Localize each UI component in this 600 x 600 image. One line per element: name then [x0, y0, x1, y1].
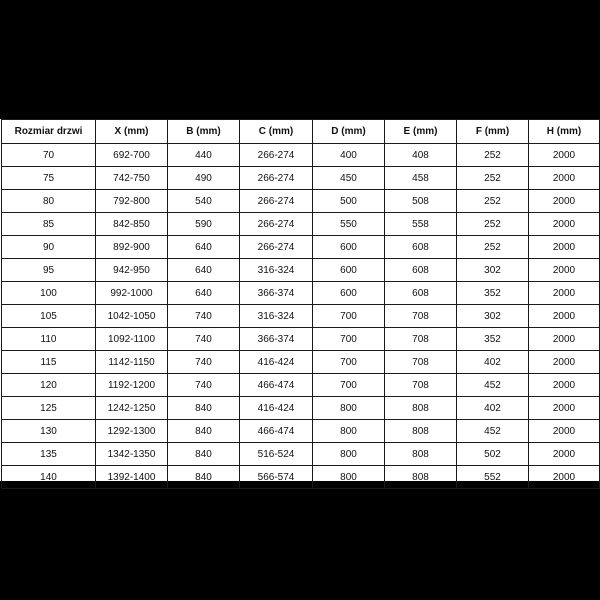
table-row	[2, 144, 600, 167]
table-cell: 402	[457, 351, 529, 374]
table-cell: 700	[313, 305, 385, 328]
table-cell: 2000	[529, 466, 600, 489]
table-cell: 708	[385, 305, 457, 328]
table-cell: 740	[168, 305, 240, 328]
table-cell: 352	[457, 282, 529, 305]
table-cell: 1042-1050	[96, 305, 168, 328]
table-cell: 800	[313, 420, 385, 443]
table-row	[2, 282, 600, 305]
table-cell: 800	[313, 466, 385, 489]
table-row	[2, 328, 600, 351]
table-cell: 75	[2, 167, 96, 190]
table-cell: 252	[457, 144, 529, 167]
table-cell: 2000	[529, 190, 600, 213]
table-cell: 2000	[529, 420, 600, 443]
table-cell: 540	[168, 190, 240, 213]
table-cell: 608	[385, 236, 457, 259]
table-cell: 516-524	[240, 443, 313, 466]
table-cell: 2000	[529, 374, 600, 397]
table-cell: 640	[168, 236, 240, 259]
table-cell: 2000	[529, 144, 600, 167]
table-cell: 800	[313, 397, 385, 420]
table-cell: 440	[168, 144, 240, 167]
table-row	[2, 397, 600, 420]
table-cell: 2000	[529, 397, 600, 420]
table-cell: 808	[385, 397, 457, 420]
table-cell: 1392-1400	[96, 466, 168, 489]
table-cell: 808	[385, 420, 457, 443]
table-cell: 120	[2, 374, 96, 397]
table-cell: 2000	[529, 167, 600, 190]
table-cell: 558	[385, 213, 457, 236]
table-body	[2, 144, 600, 489]
table-cell: 115	[2, 351, 96, 374]
table-row	[2, 420, 600, 443]
table-cell: 408	[385, 144, 457, 167]
table-cell: 85	[2, 213, 96, 236]
table-cell: 252	[457, 236, 529, 259]
table-cell: 2000	[529, 259, 600, 282]
table-cell: 608	[385, 259, 457, 282]
table-cell: 740	[168, 351, 240, 374]
table-cell: 252	[457, 167, 529, 190]
table-cell: 2000	[529, 282, 600, 305]
table-cell: 266-274	[240, 167, 313, 190]
table-cell: 1142-1150	[96, 351, 168, 374]
table-cell: 808	[385, 466, 457, 489]
table-cell: 2000	[529, 351, 600, 374]
table-cell: 316-324	[240, 259, 313, 282]
table-cell: 316-324	[240, 305, 313, 328]
table-cell: 90	[2, 236, 96, 259]
table-cell: 400	[313, 144, 385, 167]
table-cell: 100	[2, 282, 96, 305]
table-cell: 135	[2, 443, 96, 466]
table-cell: 600	[313, 259, 385, 282]
table-cell: 1242-1250	[96, 397, 168, 420]
table-cell: 140	[2, 466, 96, 489]
table-cell: 302	[457, 259, 529, 282]
column-header: Rozmiar drzwi	[2, 120, 96, 144]
table-cell: 452	[457, 374, 529, 397]
table-cell: 252	[457, 213, 529, 236]
table-cell: 502	[457, 443, 529, 466]
table-cell: 1092-1100	[96, 328, 168, 351]
header-row	[2, 120, 600, 144]
table-cell: 600	[313, 282, 385, 305]
table-cell: 95	[2, 259, 96, 282]
table-cell: 500	[313, 190, 385, 213]
table-cell: 2000	[529, 443, 600, 466]
table-cell: 105	[2, 305, 96, 328]
table-cell: 808	[385, 443, 457, 466]
table-row	[2, 466, 600, 489]
table-cell: 2000	[529, 328, 600, 351]
table-cell: 458	[385, 167, 457, 190]
table-cell: 2000	[529, 213, 600, 236]
dimensions-table	[1, 119, 600, 489]
table-cell: 266-274	[240, 144, 313, 167]
table-cell: 366-374	[240, 282, 313, 305]
table-cell: 792-800	[96, 190, 168, 213]
table-cell: 125	[2, 397, 96, 420]
table-cell: 640	[168, 282, 240, 305]
table-cell: 640	[168, 259, 240, 282]
table-cell: 608	[385, 282, 457, 305]
column-header: E (mm)	[385, 120, 457, 144]
column-header: B (mm)	[168, 120, 240, 144]
table-cell: 740	[168, 374, 240, 397]
table-header	[2, 120, 600, 144]
table-cell: 600	[313, 236, 385, 259]
column-header: X (mm)	[96, 120, 168, 144]
table-cell: 708	[385, 351, 457, 374]
table-cell: 302	[457, 305, 529, 328]
table-cell: 490	[168, 167, 240, 190]
table-cell: 452	[457, 420, 529, 443]
table-row	[2, 167, 600, 190]
table-cell: 800	[313, 443, 385, 466]
table-cell: 466-474	[240, 420, 313, 443]
table-row	[2, 351, 600, 374]
table-cell: 700	[313, 328, 385, 351]
table-cell: 110	[2, 328, 96, 351]
table-cell: 266-274	[240, 236, 313, 259]
column-header: F (mm)	[457, 120, 529, 144]
table-row	[2, 190, 600, 213]
table-cell: 508	[385, 190, 457, 213]
table-cell: 566-574	[240, 466, 313, 489]
table-cell: 842-850	[96, 213, 168, 236]
table-cell: 708	[385, 374, 457, 397]
table-cell: 252	[457, 190, 529, 213]
table-cell: 130	[2, 420, 96, 443]
table-cell: 550	[313, 213, 385, 236]
dimension-sheet	[0, 119, 600, 481]
table-cell: 266-274	[240, 190, 313, 213]
table-cell: 700	[313, 374, 385, 397]
table-cell: 840	[168, 420, 240, 443]
table-row	[2, 236, 600, 259]
table-row	[2, 259, 600, 282]
table-cell: 892-900	[96, 236, 168, 259]
table-cell: 742-750	[96, 167, 168, 190]
table-cell: 2000	[529, 236, 600, 259]
table-row	[2, 443, 600, 466]
table-cell: 352	[457, 328, 529, 351]
table-cell: 740	[168, 328, 240, 351]
table-row	[2, 305, 600, 328]
table-row	[2, 374, 600, 397]
table-cell: 266-274	[240, 213, 313, 236]
table-cell: 416-424	[240, 351, 313, 374]
table-cell: 840	[168, 443, 240, 466]
table-cell: 366-374	[240, 328, 313, 351]
table-cell: 450	[313, 167, 385, 190]
table-cell: 416-424	[240, 397, 313, 420]
table-cell: 80	[2, 190, 96, 213]
column-header: D (mm)	[313, 120, 385, 144]
column-header: C (mm)	[240, 120, 313, 144]
table-cell: 466-474	[240, 374, 313, 397]
table-cell: 708	[385, 328, 457, 351]
table-cell: 992-1000	[96, 282, 168, 305]
column-header: H (mm)	[529, 120, 600, 144]
table-row	[2, 213, 600, 236]
table-cell: 1292-1300	[96, 420, 168, 443]
table-cell: 590	[168, 213, 240, 236]
table-cell: 2000	[529, 305, 600, 328]
table-cell: 942-950	[96, 259, 168, 282]
table-cell: 70	[2, 144, 96, 167]
table-cell: 402	[457, 397, 529, 420]
table-cell: 1192-1200	[96, 374, 168, 397]
table-cell: 1342-1350	[96, 443, 168, 466]
table-cell: 840	[168, 397, 240, 420]
table-cell: 552	[457, 466, 529, 489]
table-cell: 692-700	[96, 144, 168, 167]
table-cell: 840	[168, 466, 240, 489]
table-cell: 700	[313, 351, 385, 374]
